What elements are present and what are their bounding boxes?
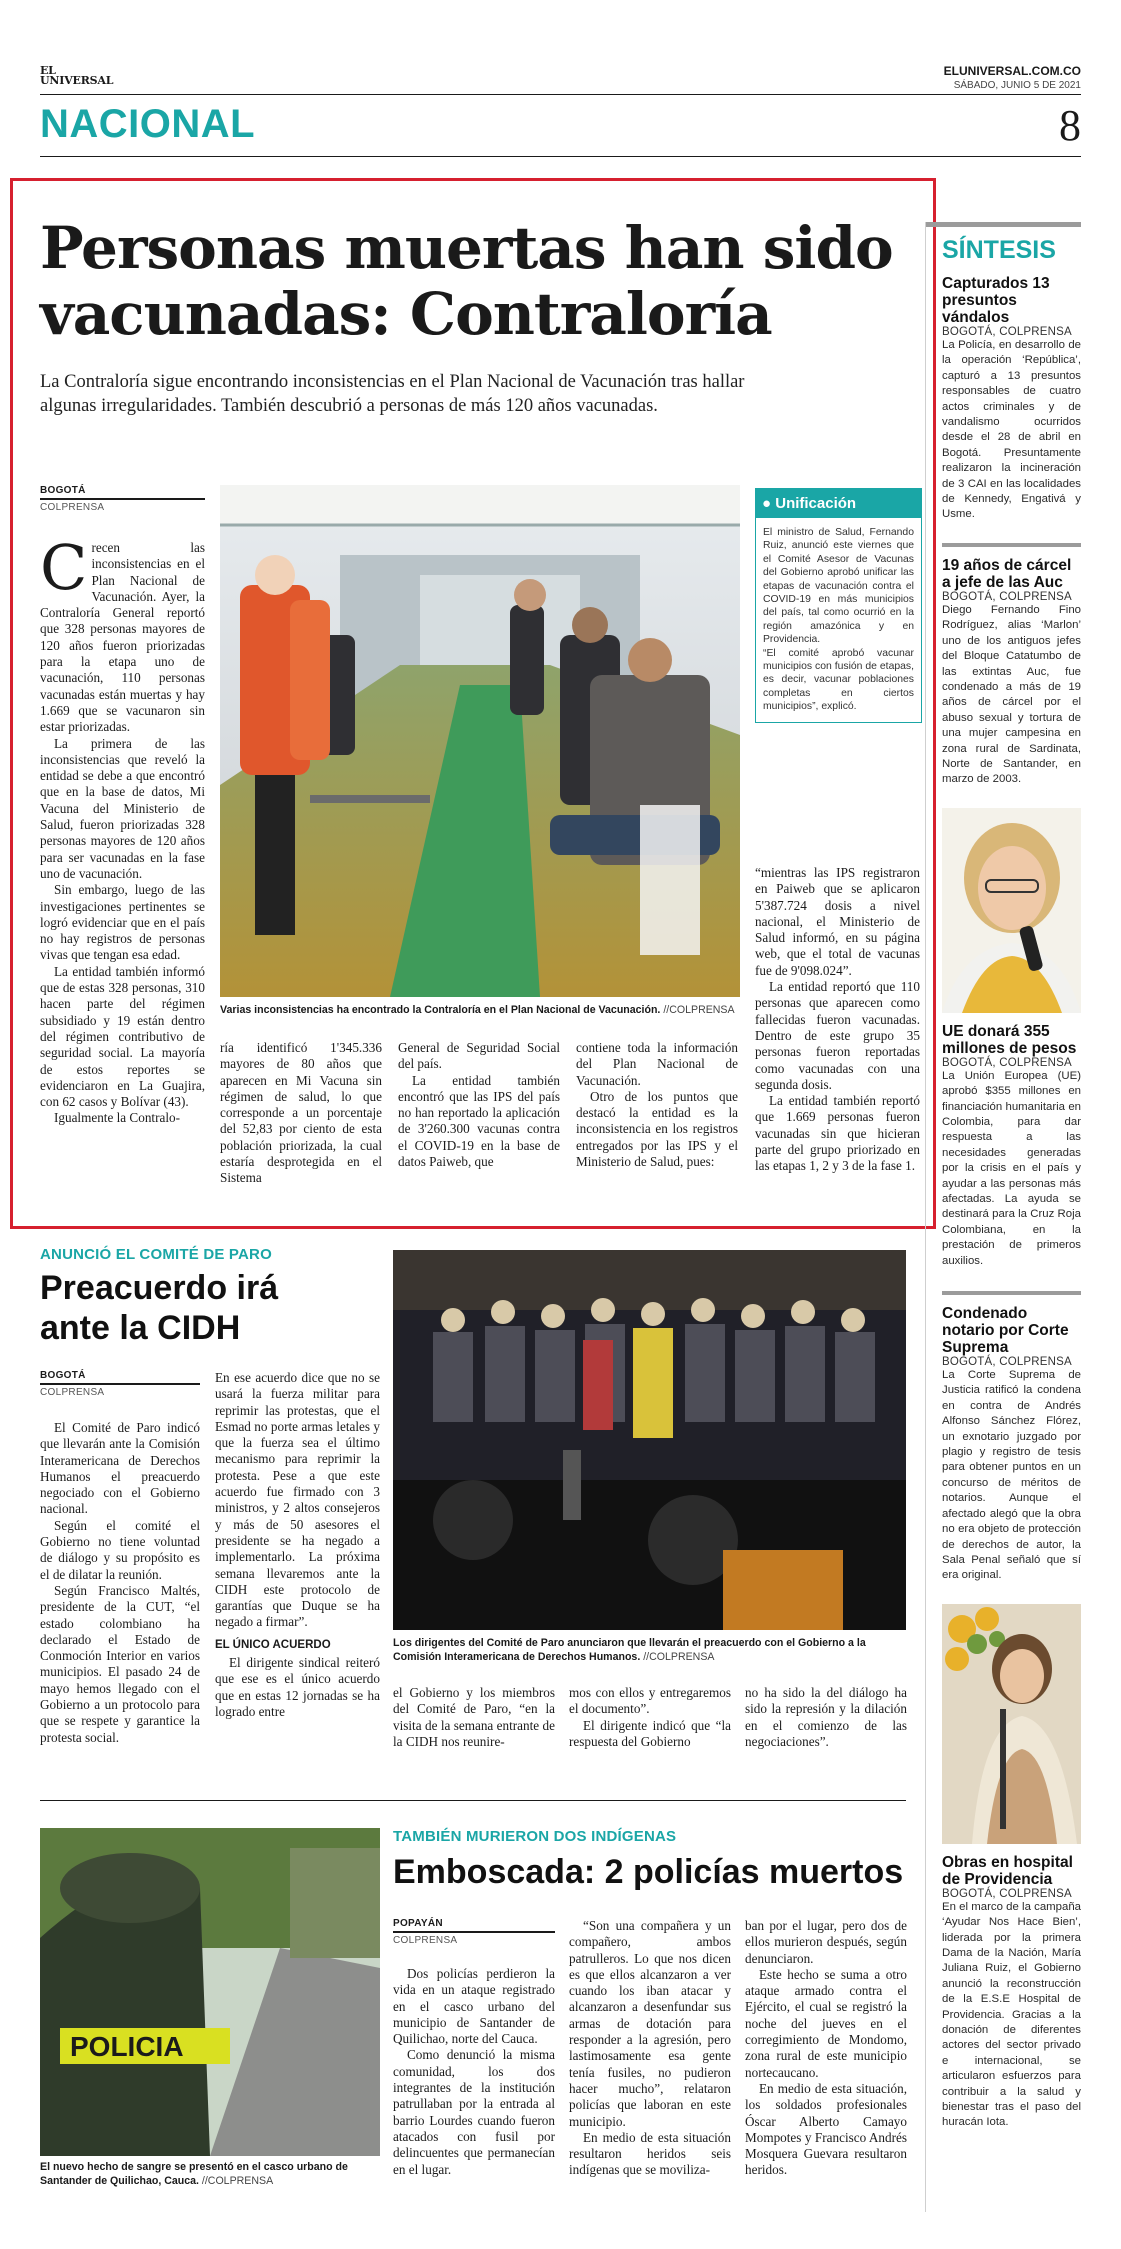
page-number: 8 xyxy=(1059,101,1081,150)
ambush-kicker: TAMBIÉN MURIERON DOS INDÍGENAS xyxy=(393,1828,677,1845)
paro-column-3: el Gobierno y los miembros del Comité de Paro, “en la visita de la semana entrante de la CIDH nos reunire- xyxy=(393,1685,555,1749)
main-deck: La Contraloría sigue encontrando inconsistencias en el Plan Nacional de Vacunación tras hallar algunas irregularidades. También descubrió a personas de más 120 años vacunadas. xyxy=(40,372,745,416)
sidebar-left-rule xyxy=(925,222,926,2212)
sidebar-item: Condenado notario por Corte Suprema BOGOTÁ, COLPRENSA La Corte Suprema de Justicia ratificó la condena en contra de Andrés Alfonso Sánchez Flórez, un exnotario juzgado por plagio y registro de tesis para obtener puntos en un concurso de méritos de notarios. Aunque el afectado alegó que la obra no era objeto de protección de derechos de autor, la Sala Penal señaló que sí era original. xyxy=(942,1305,1081,1582)
woman-speaker-illustration xyxy=(942,808,1081,1013)
section-rule xyxy=(40,156,1081,157)
paro-kicker: ANUNCIÓ EL COMITÉ DE PARO xyxy=(40,1246,272,1263)
paro-column-4: mos con ellos y entregaremos el documento”. El dirigente indicó que “la respuesta del Gobierno xyxy=(569,1685,731,1749)
main-column-3: General de Seguridad Social del país. La entidad también encontró que las IPS del país no han reportado la aplicación de 3'260.300 vacunas contra el COVID-19 en la base de datos Paiweb, que xyxy=(398,1040,560,1170)
main-column-1: Crecen las inconsistencias en el Plan Nacional de Vacunación. Ayer, la Contraloría General reportó que 328 personas mayores de 120 años fueron priorizadas para la etapa uno de vacunación, 110 personas vacunadas están muertas y hay 1.669 que se vacunaron sin estar priorizadas. La primera de las inconsistencias que reveló la entidad se debe a que encontró que en la base de datos, Mi Vacuna del Ministerio de Salud, fueron priorizadas 328 personas mayores de 120 años para ser vacunadas en la fase uno de vacunación. Sin embargo, luego de las investigaciones pertinentes se logró evidenciar que en el país no hay registros de personas vivas que tengan esa edad. La entidad también informó que de estas 328 personas, 310 hacen parte del régimen subsidiado y 19 están dentro del régimen contributivo de seguridad social. La mayoría de estos reportes se evidenciaron en La Guajira, con 62 casos y Bolívar (43). Igualmente la Contralo- xyxy=(40,531,205,1126)
paro-subhead: EL ÚNICO ACUERDO xyxy=(215,1638,331,1651)
sidebar-title: SÍNTESIS xyxy=(942,236,1056,264)
paro-column-1: El Comité de Paro indicó que llevarán ante la Comisión Interamericana de Derechos Humanos el preacuerdo negociado con el Gobierno nacional. Según el comité el Gobierno no tiene voluntad de diálogo y su propósito es el de dilatar la reunión. Según Francisco Maltés, presidente de la CUT, “el estado colombiano ha declarado el Estado de Conmoción Interior en varios municipios. El pasado 24 de mayo hemos llegado con el Gobierno a un protocolo para que se respete y garantice la protesta social. xyxy=(40,1420,200,1745)
comite-paro-photo-illustration xyxy=(393,1250,906,1630)
vaccination-photo-illustration xyxy=(220,485,740,997)
unificacion-box-title: ● Unificación xyxy=(756,489,921,518)
ambush-column-2: “Son una compañera y un compañero, ambos patrulleros. Lo que nos dicen es que ellos alcanzaron a ver cuando los iban atacar y alcanzaron a desenfundar sus armas de dotación para responder a la agresión, pero lastimosamente esa gente tenía fusiles, no pudieron hacer mucho”, relataron policías que laboran en este municipio. En medio de esta situación resultaron heridos seis indígenas que se moviliza- xyxy=(569,1918,731,2178)
sidebar-item: 19 años de cárcel a jefe de las Auc BOGOTÁ, COLPRENSA Diego Fernando Fino Rodríguez, alias ‘Marlon’ uno de los antiguos jefes del Bloque Catatumbo de las extintas Auc, fue condenado a más de 19 años de cárcel por el abuso sexual y tortura de una mujer campesina en zona rural de Sardinata, Norte de Santander, en marzo de 2003. xyxy=(942,556,1081,786)
newspaper-logo: EL UNIVERSAL xyxy=(40,64,114,87)
main-headline: Personas muertas han sido vacunadas: Contraloría xyxy=(40,214,893,348)
dropcap: C xyxy=(40,531,88,604)
comite-paro-photo xyxy=(393,1250,906,1630)
main-photo-caption: Varias inconsistencias ha encontrado la Contraloría en el Plan Nacional de Vacunación. //COLPRENSA xyxy=(220,1004,735,1016)
paro-byline: BOGOTÁ COLPRENSA xyxy=(40,1370,200,1398)
police-photo xyxy=(40,1828,380,2156)
main-column-2: ría identificó 1'345.336 mayores de 80 años que aparecen en Mi Vacuna sin régimen de salud, lo que corresponde a un porcentaje del 52,83 por ciento de esta población priorizada, la cual estaría desprotegida en el Sistema xyxy=(220,1040,382,1186)
vaccination-photo xyxy=(220,485,740,997)
first-lady-photo xyxy=(942,1604,1081,1844)
site-url: ELUNIVERSAL.COM.CO xyxy=(943,64,1081,78)
paro-headline: Preacuerdo irá ante la CIDH xyxy=(40,1269,279,1347)
police-photo-illustration xyxy=(40,1828,380,2156)
section-divider xyxy=(40,1800,906,1801)
paro-photo-caption: Los dirigentes del Comité de Paro anunciaron que llevarán el preacuerdo con el Gobierno a la Comisión Interamericana de Derechos Humanos. //COLPRENSA xyxy=(393,1637,866,1663)
paro-column-5: no ha sido la del diálogo ha sido la represión y la dilación en el comienzo de las negociaciones”. xyxy=(745,1685,907,1749)
ambush-byline: POPAYÁN COLPRENSA xyxy=(393,1918,555,1946)
bullet-icon: ● xyxy=(762,495,772,512)
ambush-column-1: Dos policías perdieron la vida en un ataque registrado en el casco urbano del municipio de Santander de Quilichao, norte del Cauca. Como denunció la misma comunidad, los dos integrantes de la institución patrullaban por la entrada al barrio Lourdes cuando fueron atacados con fusil por delincuentes que permanecían en el lugar. xyxy=(393,1966,555,2177)
unificacion-box: ● Unificación El ministro de Salud, Fernando Ruiz, anunció este viernes que el Comité Asesor de Vacunas del Gobierno aprobó unificar las etapas de vacunación contra el COVID-19 en más municipios del país, tal como ocurrió en la región amazónica y en Providencia. “El comité aprobó vacunar municipios con fusión de etapas, es decir, vacunar poblaciones completas en ciertos municipios”, explicó. xyxy=(755,488,922,723)
ambush-photo-caption: El nuevo hecho de sangre se presentó en el casco urbano de Santander de Quilichao, Cauca. //COLPRENSA xyxy=(40,2161,348,2187)
ambush-column-3: ban por el lugar, pero dos de ellos murieron después, según denunciaron. Este hecho se suma a otro ataque armado contra el Ejército, el cual se registró la noche del jueves en el corregimiento de Mondomo, zona rural de este municipio nortecaucano. En medio de esta situación, los soldados profesionales Óscar Alberto Camayo Mompotes y Francisco Andrés Mosquera Guevara resultaron heridos. xyxy=(745,1918,907,2178)
sidebar-item: Capturados 13 presuntos vándalos BOGOTÁ, COLPRENSA La Policía, en desarrollo de la operación ‘República’, capturó a 13 presuntos responsables de cuatro actos criminales y de vandalismo ocurridos desde el 28 de abril en Bogotá. Presuntamente realizaron la incineración de 3 CAI en las localidades de Kennedy, Engativá y Usme. xyxy=(942,275,1081,521)
ambush-headline: Emboscada: 2 policías muertos xyxy=(393,1853,904,1891)
main-byline: BOGOTÁ COLPRENSA xyxy=(40,485,205,513)
sintesis-sidebar xyxy=(942,230,1081,2131)
edition-date: SÁBADO, JUNIO 5 DE 2021 xyxy=(953,80,1081,91)
sidebar-top-rule xyxy=(925,222,1081,227)
main-column-5: “mientras las IPS registraron en Paiweb que se aplicaron 5'387.724 dosis a nivel nacional, el Ministerio de Salud informó, en su página web, que el total de vacunas fue de 9'098.024”. La entidad reportó que 110 personas que aparecen como fallecidas fueron vacunadas. Dentro de este grupo 35 personas fueron reportadas como vacunadas con una segunda dosis. La entidad también reportó que 1.669 personas fueron vacunadas sin que hicieran parte del grupo priorizado en las etapas 1, 2 y 3 de la fase 1. xyxy=(755,865,920,1174)
sidebar-item: Obras en hospital de Providencia BOGOTÁ, COLPRENSA En el marco de la campaña ‘Ayudar Nos Hace Bien’, liderada por la primera Dama de la Nación, María Juliana Ruiz, el Gobierno anunció la reconstrucción de la E.S.E Hospital de Providencia. Gracias a la donación de diferentes actores del sector privado e internacional, se articularon esfuerzos para contribuir a la salud y bienestar tras el paso del huracán Iota. xyxy=(942,1853,1081,2129)
woman-speaker-photo xyxy=(942,808,1081,1013)
masthead-rule xyxy=(40,94,1081,95)
section-title: NACIONAL xyxy=(40,102,256,146)
first-lady-illustration xyxy=(942,1604,1081,1844)
main-column-4: contiene toda la información del Plan Nacional de Vacunación. Otro de los puntos que destacó la entidad es la inconsistencia en los registros entregados por las IPS y el Ministerio de Salud, pues: xyxy=(576,1040,738,1170)
sidebar-item: UE donará 355 millones de pesos BOGOTÁ, COLPRENSA La Unión Europea (UE) aprobó $355 millones en financiación humanitaria en Colombia, para dar respuesta a las necesidades generadas por la crisis en el país y ayudar a las personas más afectadas. La ayuda se destinará para la Cruz Roja Colombiana, en la prestación de primeros auxilios. xyxy=(942,1022,1081,1267)
police-vest-text: POLICIA xyxy=(70,2031,184,2062)
paro-column-2: En ese acuerdo dice que no se usará la fuerza militar para reprimir las protestas, que el Esmad no porte armas letales y que la fuerza sea el último mecanismo para reprimir la protesta. Pese a que este acuerdo fue firmado con 3 ministros, y 2 altos consejeros y más de 50 asesores el presidente se ha negado a implementarlo. La próxima semana llevaremos ante la CIDH este protocolo de garantías que Duque se ha negado a firmar”. EL ÚNICO ACUERDO El dirigente sindical reiteró que ese es el único acuerdo que en estas 12 jornadas se ha logrado entre xyxy=(215,1370,380,1719)
